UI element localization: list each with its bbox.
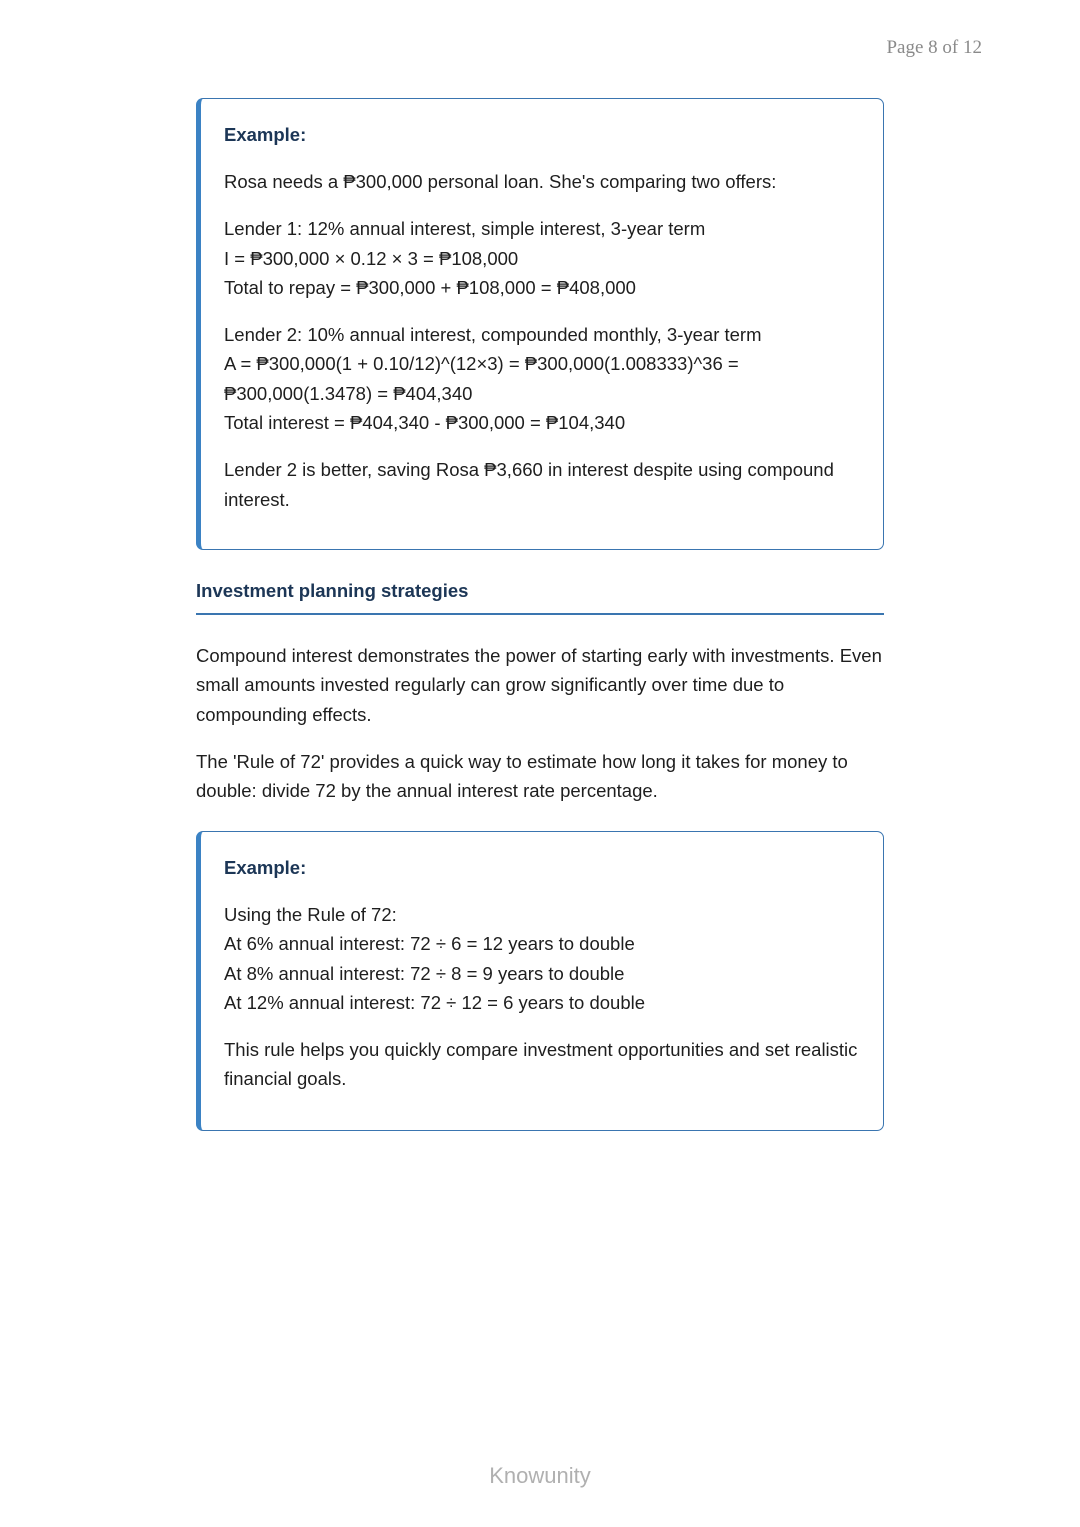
rule-of-72-item: At 8% annual interest: 72 ÷ 8 = 9 years to double — [224, 962, 625, 984]
lender-2-terms: Lender 2: 10% annual interest, compounded monthly, 3-year term — [224, 324, 762, 346]
rule-of-72-item: At 6% annual interest: 72 ÷ 6 = 12 years to double — [224, 933, 635, 955]
page-indicator: Page 8 of 12 — [886, 37, 982, 58]
body-paragraph: Compound interest demonstrates the power of starting early with investments. Even small amounts invested regularly can grow significantly over time due to compounding effects. — [196, 645, 882, 725]
lender-1-terms: Lender 1: 12% annual interest, simple interest, 3-year term — [224, 218, 706, 240]
footer-brand: Knowunity — [489, 1463, 591, 1488]
lender-2-total-interest: Total interest = ₱404,340 - ₱300,000 = ₱104,340 — [224, 412, 626, 434]
example-conclusion: Lender 2 is better, saving Rosa ₱3,660 in interest despite using compound interest. — [224, 459, 834, 510]
rule-of-72-list — [224, 900, 859, 1017]
lender-2-amount: ₱300,000(1.3478) = ₱404,340 — [224, 382, 473, 404]
example-box-loan-comparison — [196, 98, 884, 550]
lender-1-total: Total to repay = ₱300,000 + ₱108,000 = ₱408,000 — [224, 276, 636, 298]
section-body — [196, 641, 886, 823]
lender-2-formula: A = ₱300,000(1 + 0.10/12)^(12×3) = ₱300,000(1.008333)^36 = — [224, 353, 739, 375]
rule-of-72-intro: Using the Rule of 72: — [224, 904, 397, 925]
rule-of-72-item: At 12% annual interest: 72 ÷ 12 = 6 years to double — [224, 991, 646, 1013]
section-heading: Investment planning strategies — [196, 578, 884, 615]
lender-1-interest: I = ₱300,000 × 0.12 × 3 = ₱108,000 — [224, 247, 519, 269]
example-title: Example: — [224, 857, 307, 878]
example-conclusion: This rule helps you quickly compare investment opportunities and set realistic financial goals. — [224, 1039, 858, 1090]
example-intro: Rosa needs a ₱300,000 personal loan. She's comparing two offers: — [224, 171, 777, 192]
example-title: Example: — [224, 124, 307, 145]
example-box-rule-of-72 — [196, 831, 884, 1131]
lender-1-calculation — [224, 214, 859, 302]
lender-2-calculation — [224, 320, 859, 437]
body-paragraph: The 'Rule of 72' provides a quick way to estimate how long it takes for money to double: divide 72 by the annual interest rate percentage. — [196, 750, 848, 802]
